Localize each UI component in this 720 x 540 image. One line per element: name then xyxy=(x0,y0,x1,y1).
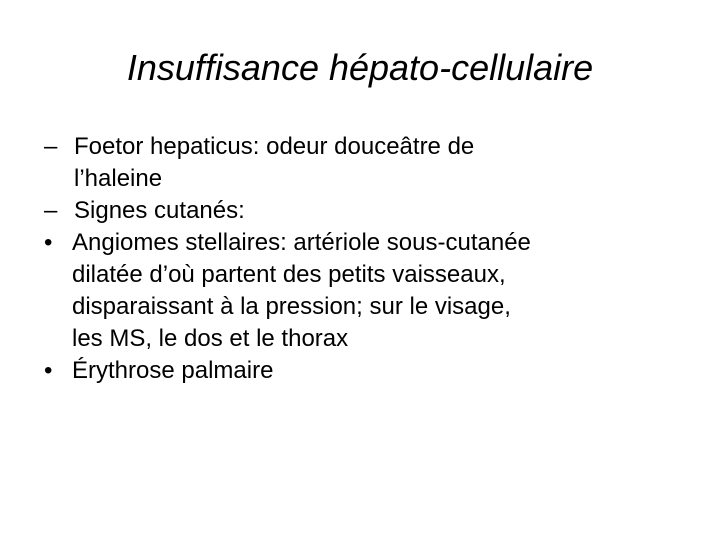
bullet-continuation: dilatée d’où partent des petits vaisseaux, xyxy=(72,261,506,288)
slide-title: Insuffisance hépato-cellulaire xyxy=(126,47,594,88)
bullet-text: Érythrose palmaire xyxy=(72,357,274,384)
dash-marker: – xyxy=(44,133,58,160)
bullet-continuation: l’haleine xyxy=(74,165,163,192)
bullet-item-signes-cutanes xyxy=(44,195,694,227)
bullet-continuation: disparaissant à la pression; sur le visage, xyxy=(72,293,511,320)
bullet-text: Angiomes stellaires: artériole sous-cutanée xyxy=(72,229,531,256)
bullet-text: Foetor hepaticus: odeur douceâtre de xyxy=(74,133,475,160)
bullet-item-angiomes xyxy=(44,227,694,259)
bullet-marker: • xyxy=(44,357,53,384)
bullet-marker: • xyxy=(44,229,53,256)
dash-marker: – xyxy=(44,197,58,224)
bullet-text: Signes cutanés: xyxy=(74,197,245,224)
bullet-item-erythrose xyxy=(44,355,694,387)
bullet-continuation: les MS, le dos et le thorax xyxy=(72,325,349,352)
bullet-list xyxy=(44,131,694,387)
bullet-item-foetor xyxy=(44,131,694,163)
